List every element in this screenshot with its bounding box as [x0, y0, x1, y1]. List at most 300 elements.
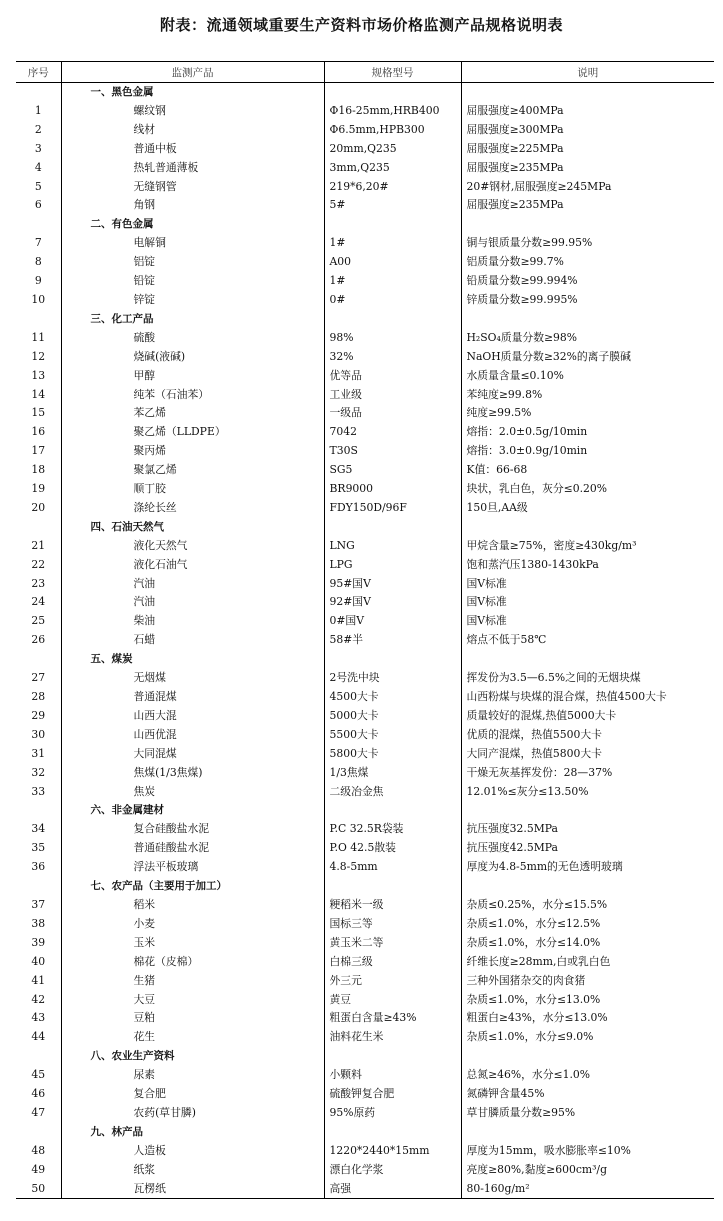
row-product: 纯苯（石油苯）: [61, 386, 324, 405]
row-product: 复合肥: [61, 1085, 324, 1104]
row-desc: 屈服强度≥400MPa: [461, 102, 714, 121]
row-product: 甲醇: [61, 367, 324, 386]
category-name: 九、林产品: [61, 1123, 324, 1142]
row-desc: 12.01%≤灰分≤13.50%: [461, 783, 714, 802]
row-product: 花生: [61, 1028, 324, 1047]
row-spec: SG5: [324, 461, 461, 480]
table-row: [16, 291, 714, 310]
table-row: [16, 631, 714, 650]
category-no-cell: [16, 877, 61, 896]
row-no: 46: [31, 1087, 46, 1101]
row-no: 6: [34, 198, 42, 212]
row-desc: 抗压强度32.5MPa: [461, 820, 714, 839]
row-product: 聚丙烯: [61, 442, 324, 461]
table-row: [16, 253, 714, 272]
row-product: 锌锭: [61, 291, 324, 310]
row-desc: 锌质量分数≥99.995%: [461, 291, 714, 310]
row-desc: 三种外国猪杂交的肉食猪: [461, 972, 714, 991]
row-product: 稻米: [61, 896, 324, 915]
row-product: 螺纹钢: [61, 102, 324, 121]
row-no: 35: [31, 841, 46, 855]
table-row: [16, 121, 714, 140]
row-product: 大豆: [61, 991, 324, 1010]
row-spec: 优等品: [324, 367, 461, 386]
category-desc-cell: [461, 801, 714, 820]
row-no: 27: [31, 671, 46, 685]
category-desc-cell: [461, 650, 714, 669]
category-name: 一、黑色金属: [61, 83, 324, 102]
row-product: 棉花（皮棉）: [61, 953, 324, 972]
row-spec: 粳稻米一级: [324, 896, 461, 915]
row-product: 烧碱(液碱): [61, 348, 324, 367]
row-product: 小麦: [61, 915, 324, 934]
table-row: [16, 234, 714, 253]
table-row: [16, 461, 714, 480]
row-spec: 5#: [324, 196, 461, 215]
row-product: 人造板: [61, 1142, 324, 1161]
row-desc: 纤维长度≥28mm,白或乳白色: [461, 953, 714, 972]
table-row: [16, 612, 714, 631]
row-spec: 二级冶金焦: [324, 783, 461, 802]
row-desc: 20#钢材,屈服强度≥245MPa: [461, 178, 714, 197]
row-no: 19: [31, 482, 46, 496]
row-no: 43: [31, 1011, 46, 1025]
category-spec-cell: [324, 650, 461, 669]
row-spec: 3mm,Q235: [324, 159, 461, 178]
row-no: 45: [31, 1068, 46, 1082]
row-spec: 白棉三级: [324, 953, 461, 972]
row-no: 16: [31, 425, 46, 439]
header-no: 序号: [16, 62, 61, 83]
row-no: 31: [31, 746, 46, 760]
row-no: 5: [34, 179, 42, 193]
row-no: 44: [31, 1030, 46, 1044]
row-desc: 屈服强度≥235MPa: [461, 196, 714, 215]
row-desc: 氮磷钾含量45%: [461, 1085, 714, 1104]
table-row: [16, 329, 714, 348]
row-no: 1: [34, 103, 42, 117]
table-row: [16, 423, 714, 442]
table-row: [16, 707, 714, 726]
row-spec: 7042: [324, 423, 461, 442]
category-desc-cell: [461, 83, 714, 102]
table-row: [16, 159, 714, 178]
row-spec: 95%原药: [324, 1104, 461, 1123]
row-no: 29: [31, 708, 46, 722]
row-no: 38: [31, 916, 46, 930]
row-no: 50: [16, 1180, 61, 1199]
row-desc: H₂SO₄质量分数≥98%: [461, 329, 714, 348]
row-no: 30: [31, 727, 46, 741]
header-desc: 说明: [461, 62, 714, 83]
row-no: 2: [34, 122, 42, 136]
table-row: [16, 1161, 714, 1180]
row-desc: 杂质≤1.0%，水分≤13.0%: [461, 991, 714, 1010]
table-row: [16, 537, 714, 556]
table-row: [16, 745, 714, 764]
row-no: 49: [31, 1162, 46, 1176]
row-no: 48: [31, 1143, 46, 1157]
row-desc: 150旦,AA级: [461, 499, 714, 518]
category-no-cell: [16, 650, 61, 669]
row-spec: Φ6.5mm,HPB300: [324, 121, 461, 140]
row-no: 34: [31, 822, 46, 836]
row-desc: 草甘膦质量分数≥95%: [461, 1104, 714, 1123]
category-no-cell: [16, 1047, 61, 1066]
category-row: [16, 801, 714, 820]
row-product: 铅锭: [61, 272, 324, 291]
category-row: [16, 215, 714, 234]
row-product: 浮法平板玻璃: [61, 858, 324, 877]
row-desc: 挥发份为3.5—6.5%之间的无烟块煤: [461, 669, 714, 688]
category-spec-cell: [324, 215, 461, 234]
table-row: [16, 858, 714, 877]
row-desc: 国Ⅴ标准: [461, 575, 714, 594]
category-desc-cell: [461, 518, 714, 537]
row-product: 汽油: [61, 593, 324, 612]
table-row: [16, 178, 714, 197]
row-product: 无烟煤: [61, 669, 324, 688]
row-desc: 杂质≤1.0%，水分≤14.0%: [461, 934, 714, 953]
row-desc: 铜与银质量分数≥99.95%: [461, 234, 714, 253]
category-name: 二、有色金属: [61, 215, 324, 234]
row-no: 13: [31, 368, 46, 382]
row-desc: 屈服强度≥225MPa: [461, 140, 714, 159]
row-spec: 0#国Ⅴ: [324, 612, 461, 631]
row-no: 8: [34, 255, 42, 269]
row-desc: 熔点不低于58℃: [461, 631, 714, 650]
row-no: 20: [31, 500, 46, 514]
table-row: [16, 367, 714, 386]
row-no: 39: [31, 935, 46, 949]
category-row: [16, 1123, 714, 1142]
row-no: 12: [31, 349, 46, 363]
table-row: [16, 839, 714, 858]
row-no: 37: [31, 897, 46, 911]
row-product: 豆粕: [61, 1009, 324, 1028]
row-product: 纸浆: [61, 1161, 324, 1180]
category-name: 五、煤炭: [61, 650, 324, 669]
table-row: [16, 726, 714, 745]
row-desc: 干燥无灰基挥发份：28—37%: [461, 764, 714, 783]
document-title: 附表：流通领域重要生产资料市场价格监测产品规格说明表: [159, 16, 563, 34]
row-no: 26: [31, 633, 46, 647]
row-spec: LPG: [324, 556, 461, 575]
row-desc: 粗蛋白≥43%，水分≤13.0%: [461, 1009, 714, 1028]
row-desc: 抗压强度42.5MPa: [461, 839, 714, 858]
row-no: 9: [34, 274, 42, 288]
row-no: 3: [34, 141, 42, 155]
row-spec: 1#: [324, 234, 461, 253]
row-desc: 山西粉煤与块煤的混合煤，热值4500大卡: [461, 688, 714, 707]
table-row: [16, 442, 714, 461]
row-desc: 杂质≤1.0%，水分≤12.5%: [461, 915, 714, 934]
category-no-cell: [16, 801, 61, 820]
category-spec-cell: [324, 83, 461, 102]
table-row: [16, 688, 714, 707]
row-spec: 1220*2440*15mm: [324, 1142, 461, 1161]
category-desc-cell: [461, 877, 714, 896]
row-spec: P.C 32.5R袋装: [324, 820, 461, 839]
category-spec-cell: [324, 1047, 461, 1066]
row-desc: 杂质≤0.25%，水分≤15.5%: [461, 896, 714, 915]
header-product: 监测产品: [61, 62, 324, 83]
row-no: 15: [31, 406, 46, 420]
row-product: 铝锭: [61, 253, 324, 272]
row-product: 聚乙烯（LLDPE）: [61, 423, 324, 442]
row-product: 尿素: [61, 1066, 324, 1085]
table-row: [16, 1180, 714, 1199]
row-product: 瓦楞纸: [61, 1180, 324, 1199]
row-spec: 工业级: [324, 386, 461, 405]
row-spec: 1/3焦煤: [324, 764, 461, 783]
row-product: 涤纶长丝: [61, 499, 324, 518]
table-row: [16, 140, 714, 159]
table-row: [16, 783, 714, 802]
row-desc: 总氮≥46%，水分≤1.0%: [461, 1066, 714, 1085]
category-row: [16, 1047, 714, 1066]
row-spec: 20mm,Q235: [324, 140, 461, 159]
row-spec: 黄豆: [324, 991, 461, 1010]
row-no: 41: [31, 973, 46, 987]
row-no: 24: [31, 595, 46, 609]
table-row: [16, 196, 714, 215]
row-desc: 国Ⅴ标准: [461, 593, 714, 612]
row-desc: 饱和蒸汽压1380-1430kPa: [461, 556, 714, 575]
row-no: 17: [31, 444, 46, 458]
table-row: [16, 953, 714, 972]
row-spec: 5000大卡: [324, 707, 461, 726]
row-spec: P.O 42.5散装: [324, 839, 461, 858]
row-desc: 纯度≥99.5%: [461, 404, 714, 423]
table-row: [16, 991, 714, 1010]
category-row: [16, 83, 714, 102]
row-no: 11: [31, 330, 46, 344]
table-row: [16, 499, 714, 518]
row-desc: NaOH质量分数≥32%的离子膜碱: [461, 348, 714, 367]
row-product: 玉米: [61, 934, 324, 953]
category-no-cell: [16, 1123, 61, 1142]
row-desc: 熔指：2.0±0.5g/10min: [461, 423, 714, 442]
row-spec: 油料花生米: [324, 1028, 461, 1047]
table-row: [16, 669, 714, 688]
row-no: 22: [31, 557, 46, 571]
category-spec-cell: [324, 877, 461, 896]
row-no: 47: [31, 1105, 46, 1119]
row-spec: A00: [324, 253, 461, 272]
row-product: 液化石油气: [61, 556, 324, 575]
row-desc: 大同产混煤，热值5800大卡: [461, 745, 714, 764]
row-product: 焦煤(1/3焦煤): [61, 764, 324, 783]
row-spec: 国标三等: [324, 915, 461, 934]
row-product: 普通中板: [61, 140, 324, 159]
row-desc: 水质量含量≤0.10%: [461, 367, 714, 386]
row-no: 21: [31, 538, 46, 552]
row-spec: 黄玉米二等: [324, 934, 461, 953]
row-desc: 块状，乳白色，灰分≤0.20%: [461, 480, 714, 499]
row-desc: 甲烷含量≥75%，密度≥430kg/m³: [461, 537, 714, 556]
table-row: [16, 575, 714, 594]
table-row: [16, 480, 714, 499]
row-product: 电解铜: [61, 234, 324, 253]
row-desc: 铝质量分数≥99.7%: [461, 253, 714, 272]
row-no: 25: [31, 614, 46, 628]
row-product: 农药(草甘膦): [61, 1104, 324, 1123]
category-no-cell: [16, 215, 61, 234]
row-desc: 80-160g/m²: [461, 1180, 714, 1199]
row-desc: 杂质≤1.0%，水分≤9.0%: [461, 1028, 714, 1047]
row-product: 山西优混: [61, 726, 324, 745]
category-desc-cell: [461, 1123, 714, 1142]
row-no: 4: [34, 160, 42, 174]
row-desc: 苯纯度≥99.8%: [461, 386, 714, 405]
row-product: 硫酸: [61, 329, 324, 348]
table-row: [16, 102, 714, 121]
row-spec: 小颗料: [324, 1066, 461, 1085]
row-product: 聚氯乙烯: [61, 461, 324, 480]
header-row: [16, 62, 714, 83]
table-row: [16, 1104, 714, 1123]
row-product: 柴油: [61, 612, 324, 631]
table-row: [16, 915, 714, 934]
category-name: 七、农产品（主要用于加工）: [61, 877, 324, 896]
table-row: [16, 404, 714, 423]
table-row: [16, 1066, 714, 1085]
row-product: 液化天然气: [61, 537, 324, 556]
row-spec: 粗蛋白含量≥43%: [324, 1009, 461, 1028]
category-row: [16, 518, 714, 537]
row-spec: 漂白化学浆: [324, 1161, 461, 1180]
row-no: 32: [31, 765, 46, 779]
row-product: 山西大混: [61, 707, 324, 726]
row-spec: 硫酸钾复合肥: [324, 1085, 461, 1104]
row-desc: 优质的混煤，热值5500大卡: [461, 726, 714, 745]
header-spec: 规格型号: [324, 62, 461, 83]
row-desc: 厚度为4.8-5mm的无色透明玻璃: [461, 858, 714, 877]
row-spec: 外三元: [324, 972, 461, 991]
row-desc: 屈服强度≥235MPa: [461, 159, 714, 178]
category-desc-cell: [461, 1047, 714, 1066]
row-spec: 92#国Ⅴ: [324, 593, 461, 612]
table-row: [16, 896, 714, 915]
row-no: 14: [31, 387, 46, 401]
row-no: 36: [31, 860, 46, 874]
row-desc: 国Ⅴ标准: [461, 612, 714, 631]
table-row: [16, 348, 714, 367]
row-no: 7: [34, 236, 42, 250]
row-desc: 亮度≥80%,黏度≥600cm³/g: [461, 1161, 714, 1180]
category-spec-cell: [324, 310, 461, 329]
row-spec: 2号洗中块: [324, 669, 461, 688]
table-row: [16, 1028, 714, 1047]
table-row: [16, 972, 714, 991]
row-product: 热轧普通薄板: [61, 159, 324, 178]
table-row: [16, 764, 714, 783]
row-no: 28: [31, 690, 46, 703]
table-row: [16, 272, 714, 291]
row-no: 33: [31, 784, 46, 798]
row-no: 23: [31, 576, 46, 590]
category-no-cell: [16, 310, 61, 329]
row-spec: T30S: [324, 442, 461, 461]
row-product: 生猪: [61, 972, 324, 991]
row-spec: 高强: [324, 1180, 461, 1199]
category-name: 三、化工产品: [61, 310, 324, 329]
row-no: 10: [31, 292, 46, 306]
category-desc-cell: [461, 215, 714, 234]
category-spec-cell: [324, 518, 461, 537]
table-row: [16, 1009, 714, 1028]
row-spec: 1#: [324, 272, 461, 291]
row-spec: 一级品: [324, 404, 461, 423]
row-spec: BR9000: [324, 480, 461, 499]
row-spec: 4.8-5mm: [324, 858, 461, 877]
row-no: 42: [31, 992, 46, 1006]
row-desc: 铅质量分数≥99.994%: [461, 272, 714, 291]
table-row: [16, 934, 714, 953]
category-no-cell: [16, 518, 61, 537]
row-spec: 58#半: [324, 631, 461, 650]
row-product: 普通混煤: [61, 688, 324, 707]
row-spec: 0#: [324, 291, 461, 310]
category-row: [16, 650, 714, 669]
category-name: 四、石油天然气: [61, 518, 324, 537]
row-product: 焦炭: [61, 783, 324, 802]
table-row: [16, 593, 714, 612]
row-spec: FDY150D/96F: [324, 499, 461, 518]
category-no-cell: [16, 83, 61, 102]
row-desc: 熔指：3.0±0.9g/10min: [461, 442, 714, 461]
row-product: 普通硅酸盐水泥: [61, 839, 324, 858]
row-desc: K值：66-68: [461, 461, 714, 480]
category-row: [16, 877, 714, 896]
spec-table: [16, 61, 714, 1199]
row-spec: Φ16-25mm,HRB400: [324, 102, 461, 121]
row-spec: 4500大卡: [324, 688, 461, 707]
row-no: 18: [31, 463, 46, 477]
row-product: 大同混煤: [61, 745, 324, 764]
row-desc: 质量较好的混煤,热值5000大卡: [461, 707, 714, 726]
row-desc: 屈服强度≥300MPa: [461, 121, 714, 140]
category-row: [16, 310, 714, 329]
category-name: 八、农业生产资料: [61, 1047, 324, 1066]
category-desc-cell: [461, 310, 714, 329]
table-row: [16, 820, 714, 839]
category-spec-cell: [324, 801, 461, 820]
table-row: [16, 1142, 714, 1161]
row-desc: 厚度为15mm，吸水膨胀率≤10%: [461, 1142, 714, 1161]
category-spec-cell: [324, 1123, 461, 1142]
table-body: [16, 83, 714, 1199]
table-row: [16, 386, 714, 405]
row-spec: 98%: [324, 329, 461, 348]
category-name: 六、非金属建材: [61, 801, 324, 820]
row-spec: LNG: [324, 537, 461, 556]
row-spec: 5500大卡: [324, 726, 461, 745]
row-product: 苯乙烯: [61, 404, 324, 423]
row-spec: 219*6,20#: [324, 178, 461, 197]
row-product: 汽油: [61, 575, 324, 594]
row-product: 顺丁胶: [61, 480, 324, 499]
table-row: [16, 1085, 714, 1104]
row-spec: 32%: [324, 348, 461, 367]
row-spec: 95#国Ⅴ: [324, 575, 461, 594]
row-product: 复合硅酸盐水泥: [61, 820, 324, 839]
row-product: 线材: [61, 121, 324, 140]
row-product: 无缝钢管: [61, 178, 324, 197]
row-product: 角钢: [61, 196, 324, 215]
row-spec: 5800大卡: [324, 745, 461, 764]
